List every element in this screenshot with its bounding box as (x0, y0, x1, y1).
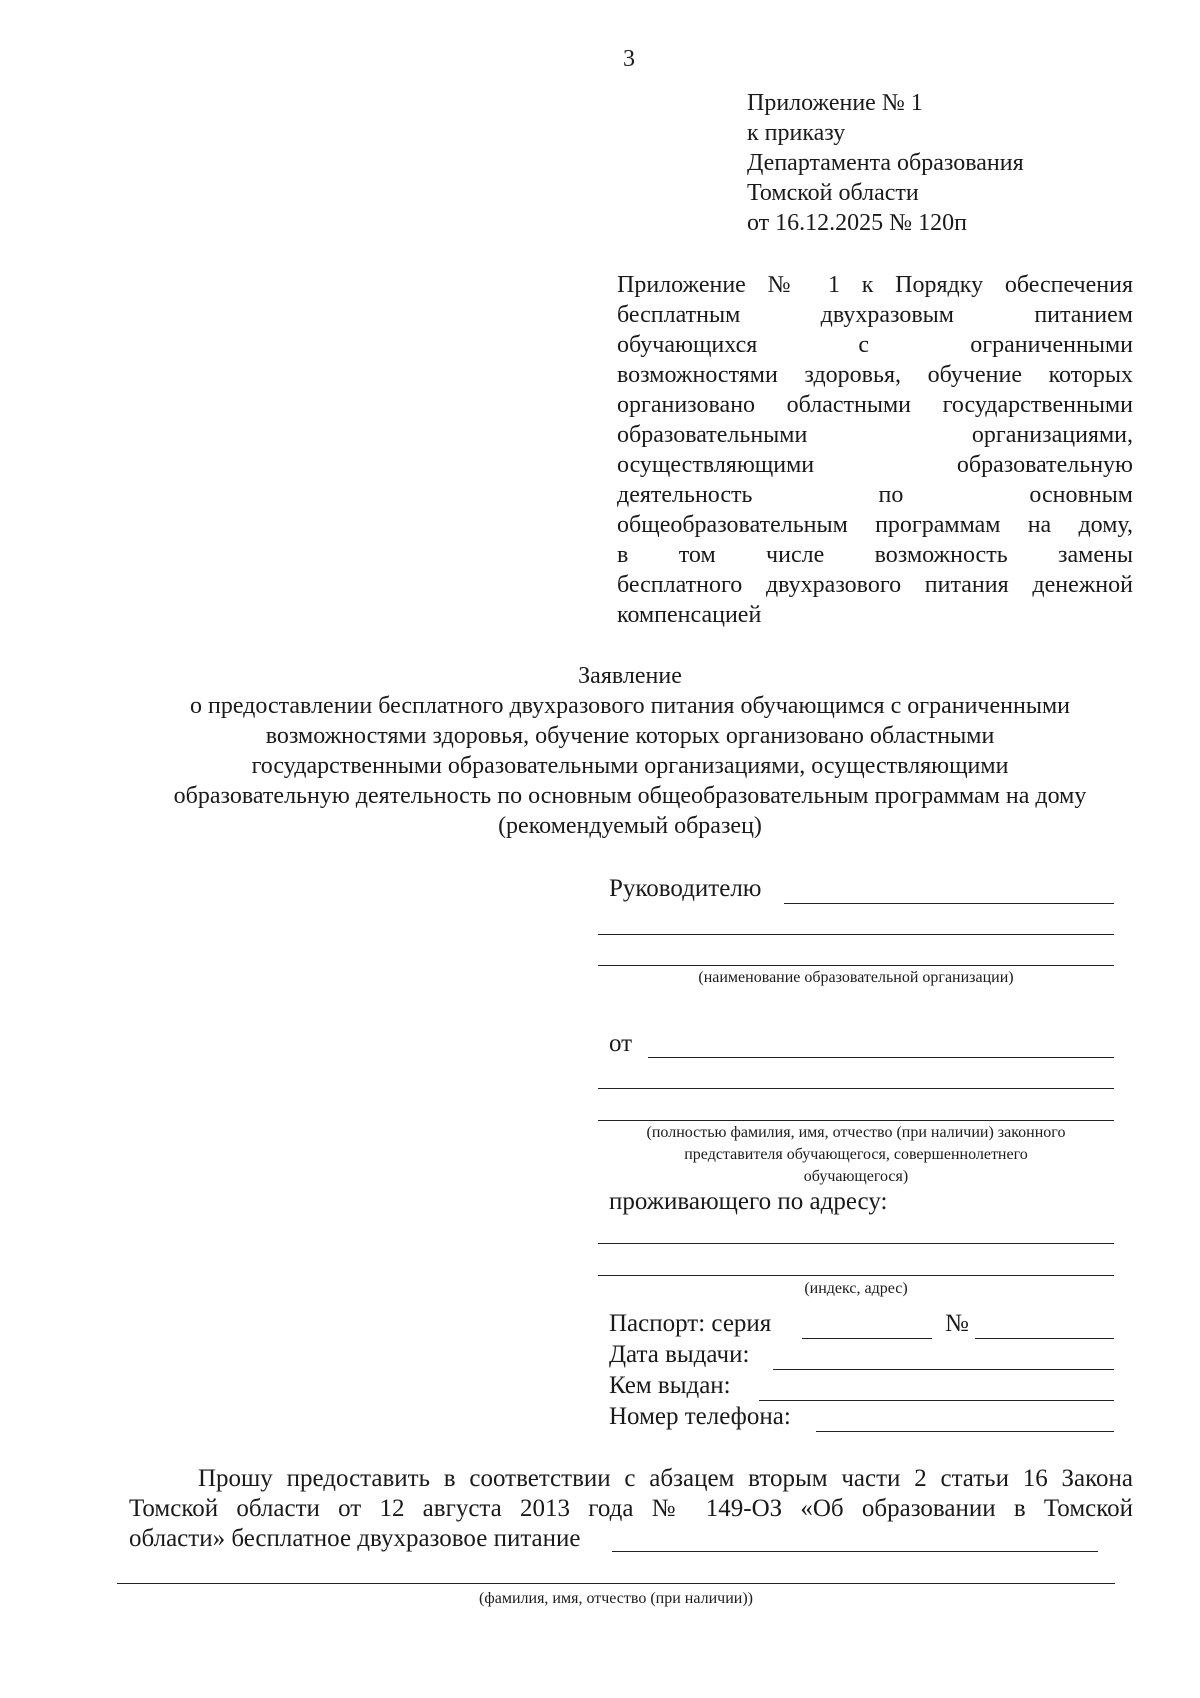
title-line: государственными образовательными организациями, осуществляющими (251, 753, 1009, 779)
issued-by-label: Кем выдан: (609, 1372, 731, 1399)
request-line-1: Прошу предоставить в соответствии с абзацем вторым части 2 статьи 16 Закона (198, 1465, 1133, 1492)
phone-field[interactable] (816, 1431, 1114, 1432)
from-caption-line: представителя обучающегося, совершеннолетнего (684, 1146, 1028, 1163)
passport-number-field[interactable] (975, 1338, 1114, 1339)
from-name-field-3[interactable] (598, 1120, 1114, 1121)
phone-label: Номер телефона: (609, 1403, 791, 1430)
procedure-line: общеобразовательным программам на дому, (617, 512, 1133, 538)
request-line-2: Томской области от 12 августа 2013 года № 149-ОЗ «Об образовании в Томской (129, 1495, 1133, 1522)
issued-by-field[interactable] (759, 1400, 1114, 1401)
address-field-2[interactable] (598, 1275, 1114, 1276)
procedure-line: деятельность по основным (617, 482, 1133, 508)
request-line-3: области» бесплатное двухразовое питание (129, 1525, 581, 1552)
passport-series-field[interactable] (802, 1338, 932, 1339)
student-name-field-1[interactable] (612, 1551, 1098, 1552)
head-name-field[interactable] (784, 903, 1114, 904)
issue-date-field[interactable] (773, 1369, 1114, 1370)
org-caption: (наименование образовательной организации) (698, 969, 1014, 986)
from-name-field-1[interactable] (648, 1057, 1114, 1058)
annex-line: Томской области (747, 180, 919, 206)
address-label: проживающего по адресу: (609, 1188, 888, 1215)
head-label: Руководителю (609, 875, 762, 902)
student-name-field-2[interactable] (117, 1583, 1115, 1584)
procedure-line: бесплатного двухразового питания денежной (617, 572, 1133, 598)
title-subtitle: (рекомендуемый образец) (498, 813, 762, 839)
org-name-field-1[interactable] (598, 934, 1114, 935)
procedure-line: организовано областными государственными (617, 392, 1133, 418)
student-name-caption: (фамилия, имя, отчество (при наличии)) (479, 1590, 753, 1607)
procedure-line: в том числе возможность замены (617, 542, 1133, 568)
from-label: от (609, 1030, 633, 1057)
annex-line: к приказу (747, 120, 846, 146)
title-heading: Заявление (578, 663, 682, 689)
procedure-line: возможностями здоровья, обучение которых (617, 362, 1133, 388)
annex-line: Приложение № 1 (747, 90, 923, 116)
title-line: о предоставлении бесплатного двухразового питания обучающимся с ограниченными (189, 693, 1070, 719)
address-field-1[interactable] (598, 1243, 1114, 1244)
issue-date-label: Дата выдачи: (609, 1341, 750, 1368)
title-line: возможностями здоровья, обучение которых организовано областными (265, 723, 995, 749)
annex-line: Департамента образования (747, 150, 1024, 176)
from-name-field-2[interactable] (598, 1088, 1114, 1089)
title-line: образовательную деятельность по основным общеобразовательным программам на дому (173, 783, 1087, 809)
address-caption: (индекс, адрес) (804, 1280, 908, 1297)
procedure-line: образовательными организациями, (617, 422, 1133, 448)
page-number: 3 (623, 46, 635, 72)
passport-label: Паспорт: серия (609, 1310, 772, 1337)
org-name-field-2[interactable] (598, 965, 1114, 966)
from-caption-line: (полностью фамилия, имя, отчество (при наличии) законного (646, 1124, 1066, 1141)
procedure-line: бесплатным двухразовым питанием (617, 302, 1133, 328)
procedure-line: осуществляющими образовательную (617, 452, 1133, 478)
from-caption-line: обучающегося) (803, 1168, 909, 1185)
procedure-line: обучающихся с ограниченными (617, 332, 1133, 358)
passport-no-label: № (945, 1310, 969, 1337)
annex-line: от 16.12.2025 № 120п (747, 210, 967, 236)
procedure-line: компенсацией (617, 602, 762, 628)
procedure-line: Приложение № 1 к Порядку обеспечения (617, 272, 1133, 298)
